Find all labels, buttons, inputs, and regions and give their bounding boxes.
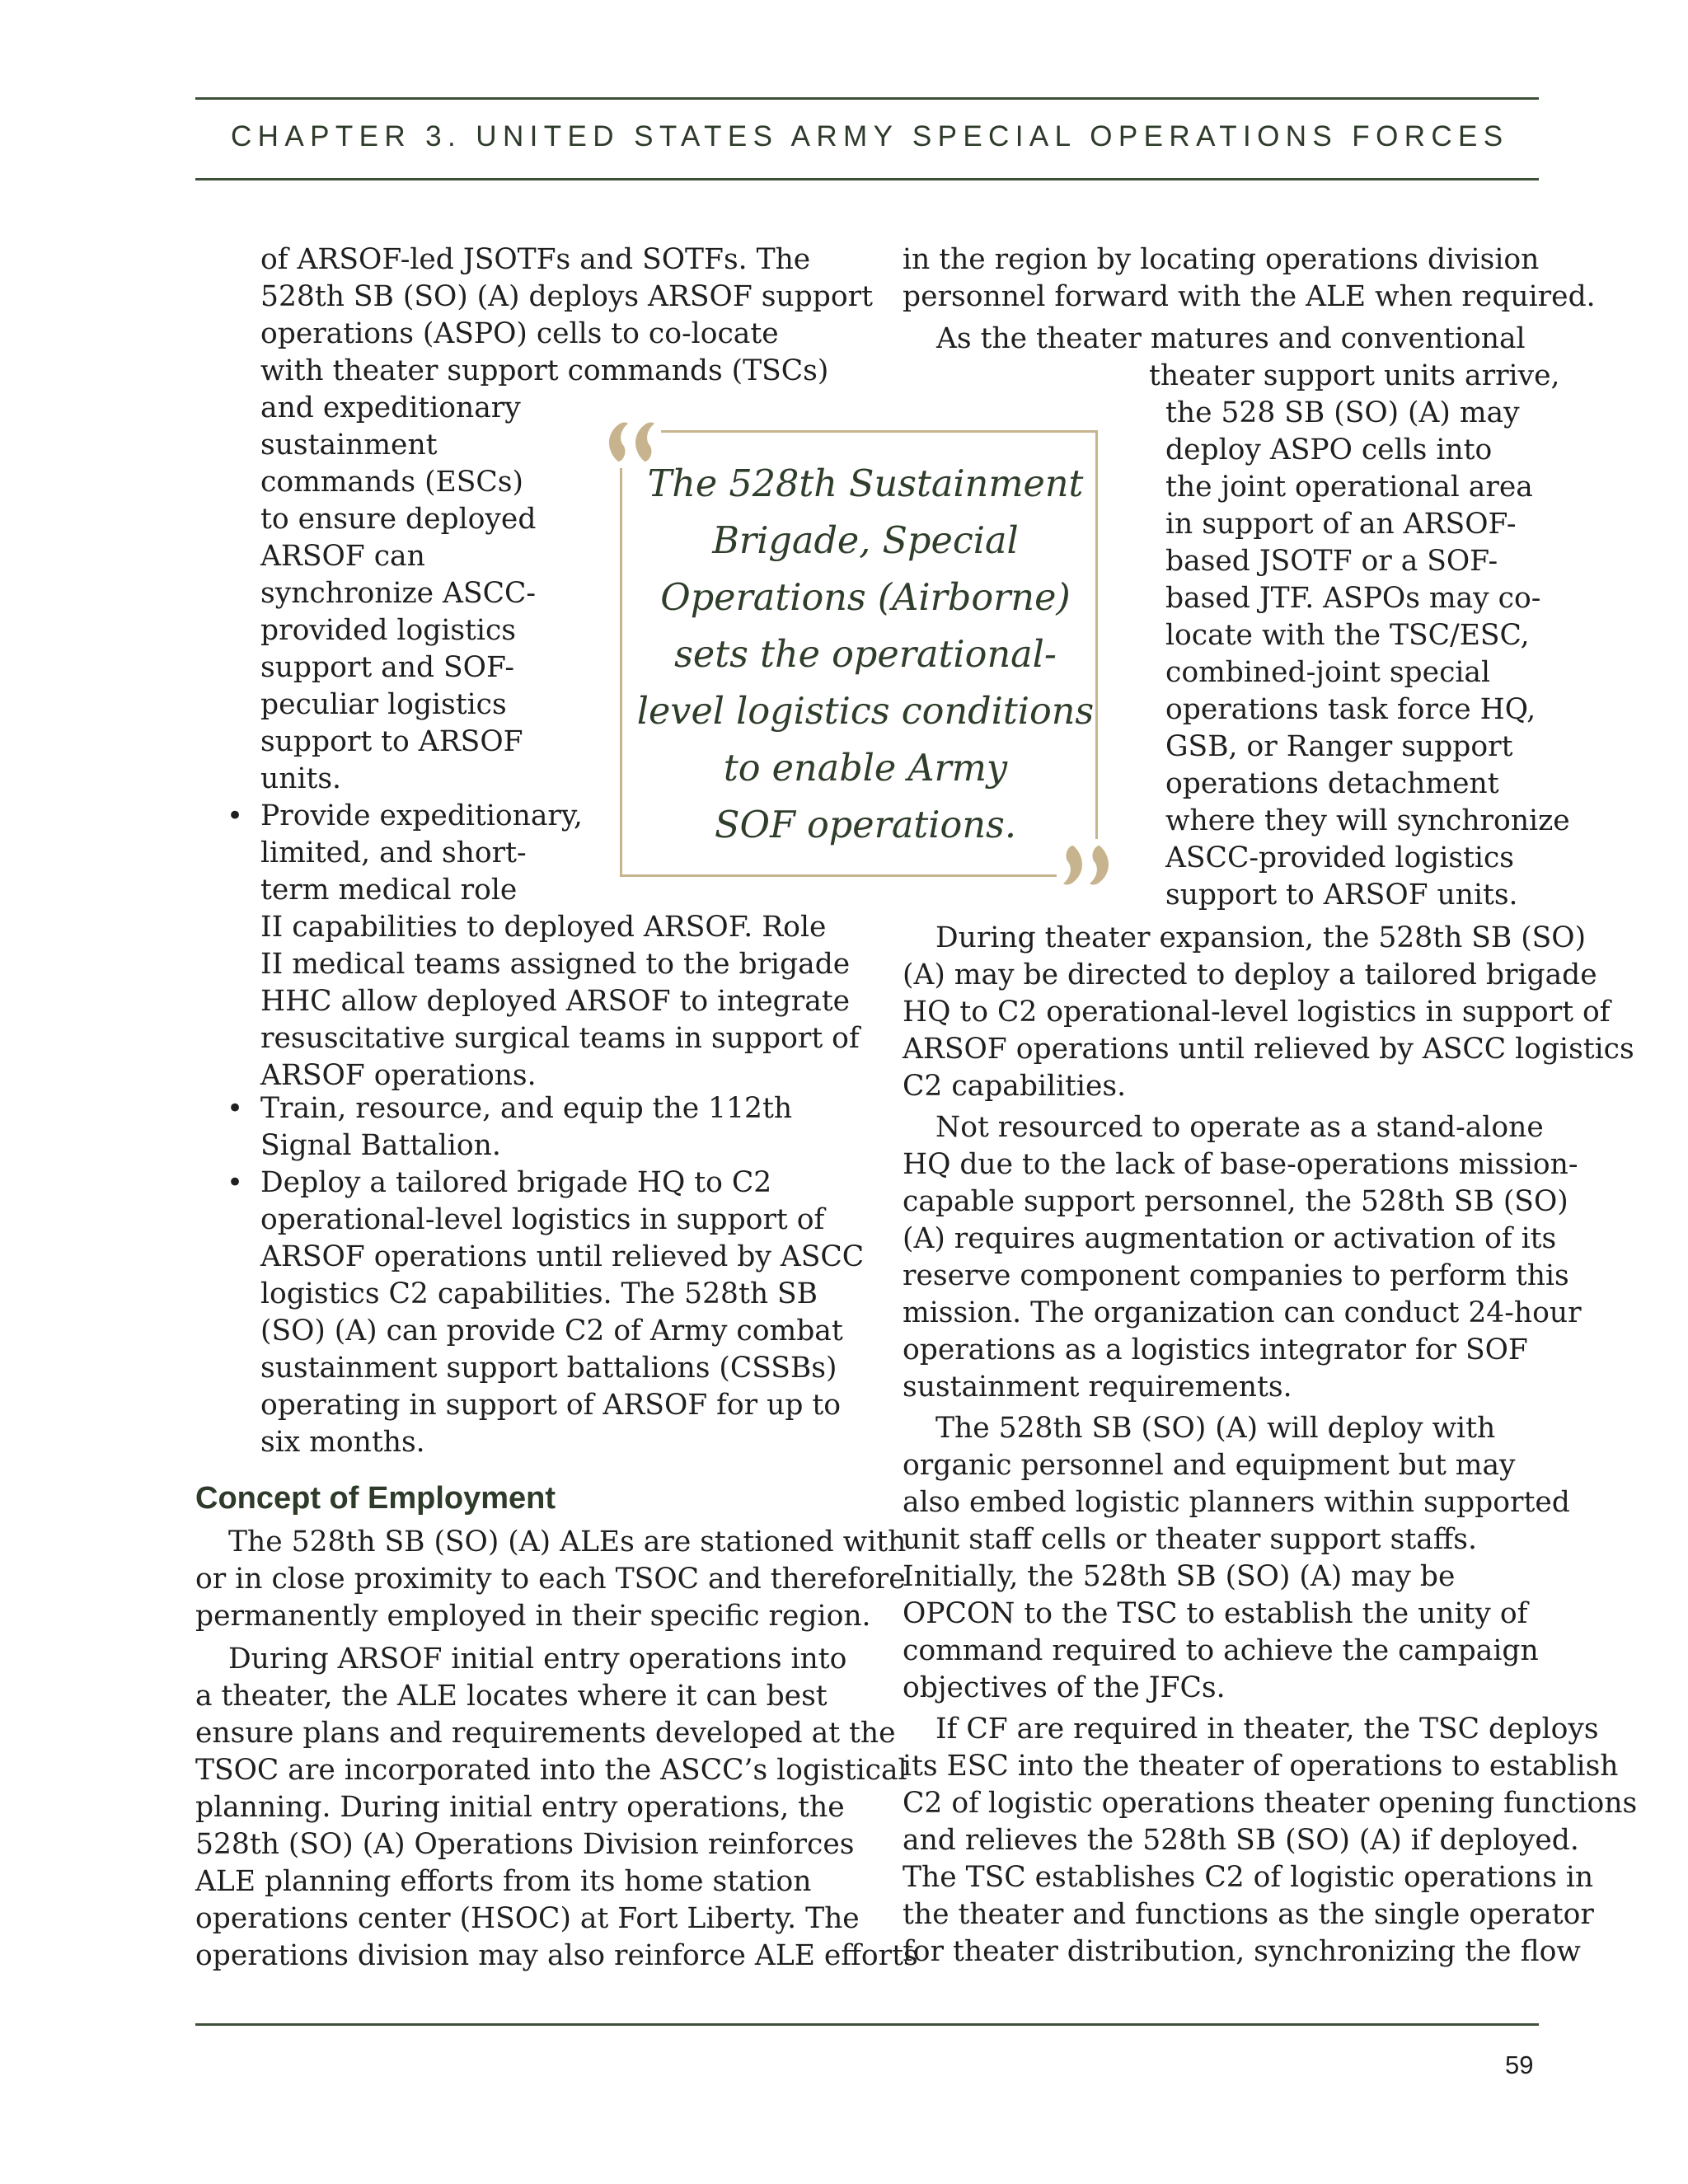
text-line: based JSOTF or a SOF-	[1165, 545, 1498, 578]
right-continuation-paragraph	[903, 241, 1596, 316]
text-line: ensure plans and requirements developed at the	[195, 1717, 896, 1750]
bullet-marker: •	[227, 799, 244, 832]
text-line: logistics C2 capabilities. The 528th SB	[260, 1277, 818, 1310]
text-line: permanently employed in their specific region.	[195, 1600, 871, 1633]
text-line: in support of an ARSOF-	[1165, 508, 1517, 541]
text-line: (A) may be directed to deploy a tailored brigade	[903, 958, 1597, 991]
text-line: sustainment requirements.	[903, 1371, 1292, 1404]
footer-rule	[195, 2023, 1539, 2026]
text-line: resuscitative surgical teams in support of	[260, 1022, 860, 1055]
text-line: commands (ESCs)	[260, 466, 523, 499]
text-line: During ARSOF initial entry operations into	[228, 1643, 847, 1675]
text-line: peculiar logistics	[260, 688, 507, 721]
header-top-rule	[195, 97, 1539, 100]
text-line: The 528th SB (SO) (A) will deploy with	[935, 1412, 1496, 1445]
text-line: its ESC into the theater of operations to establish	[903, 1750, 1619, 1783]
pull-quote-line: SOF operations.	[715, 804, 1016, 846]
text-line: C2 of logistic operations theater opening functions	[903, 1787, 1638, 1820]
text-line: During theater expansion, the 528th SB (SO)	[935, 921, 1587, 954]
text-line: support and SOF-	[260, 651, 514, 684]
text-line: objectives of the JFCs.	[903, 1671, 1226, 1704]
pull-quote-line: sets the operational-	[674, 634, 1057, 676]
text-line: for theater distribution, synchronizing the flow	[903, 1935, 1581, 1968]
text-line: Not resourced to operate as a stand-alone	[935, 1111, 1544, 1144]
text-line: II medical teams assigned to the brigade	[260, 948, 851, 981]
text-line: where they will synchronize	[1165, 804, 1570, 837]
text-line: Provide expeditionary,	[260, 799, 583, 832]
text-line: The 528th SB (SO) (A) ALEs are stationed with	[228, 1526, 907, 1558]
text-line: operational-level logistics in support of	[260, 1203, 825, 1236]
pull-quote-line: Operations (Airborne)	[660, 577, 1071, 619]
text-line: theater support units arrive,	[1149, 359, 1560, 392]
pull-quote-line: The 528th Sustainment	[647, 463, 1084, 505]
text-line: ARSOF operations until relieved by ASCC	[260, 1240, 865, 1273]
text-line: TSOC are incorporated into the ASCC’s logistical	[195, 1754, 907, 1787]
text-line: C2 capabilities.	[903, 1070, 1127, 1103]
bullet-marker: •	[227, 1092, 244, 1125]
text-line: a theater, the ALE locates where it can best	[195, 1680, 828, 1713]
text-line: sustainment support battalions (CSSBs)	[260, 1352, 837, 1385]
text-line: reserve component companies to perform this	[903, 1259, 1569, 1292]
text-line: 528th (SO) (A) Operations Division reinforces	[195, 1828, 855, 1861]
text-line: OPCON to the TSC to establish the unity of	[903, 1597, 1528, 1630]
text-line: ARSOF can	[260, 540, 425, 573]
text-line: operations (ASPO) cells to co-locate	[260, 317, 779, 350]
text-line: to ensure deployed	[260, 503, 537, 536]
text-line: deploy ASPO cells into	[1165, 434, 1493, 466]
text-line: mission. The organization can conduct 24-hour	[903, 1296, 1582, 1329]
text-line: GSB, or Ranger support	[1165, 730, 1513, 763]
text-line: organic personnel and equipment but may	[903, 1449, 1516, 1482]
text-line: locate with the TSC/ESC,	[1165, 619, 1530, 652]
text-line: 528th SB (SO) (A) deploys ARSOF support	[260, 280, 873, 313]
theater-matures-paragraph	[936, 321, 1570, 914]
section-heading: Concept of Employment	[195, 1481, 556, 1516]
text-line: operations as a logistics integrator for SOF	[903, 1333, 1528, 1366]
text-line: command required to achieve the campaign	[903, 1634, 1539, 1667]
text-line: ARSOF operations until relieved by ASCC logistics	[903, 1033, 1634, 1066]
text-line: also embed logistic planners within supported	[903, 1486, 1570, 1519]
text-line: operating in support of ARSOF for up to	[260, 1389, 842, 1422]
text-line: the theater and functions as the single operator	[903, 1898, 1594, 1931]
text-line: limited, and short-	[260, 837, 527, 869]
text-line: and relieves the 528th SB (SO) (A) if deployed.	[903, 1824, 1579, 1857]
pull-quote-line: to enable Army	[723, 748, 1008, 790]
text-line: ARSOF operations.	[260, 1059, 537, 1092]
text-line: The TSC establishes C2 of logistic operations in	[903, 1861, 1594, 1894]
text-line: (A) requires augmentation or activation of its	[903, 1222, 1557, 1255]
text-line: sustainment	[260, 429, 438, 462]
text-line: units.	[260, 762, 342, 795]
text-line: of ARSOF-led JSOTFs and SOTFs. The	[260, 243, 811, 276]
text-line: and expeditionary	[260, 391, 521, 424]
text-line: provided logistics	[260, 614, 516, 647]
not-resourced-paragraph	[903, 1109, 1582, 1406]
text-line: If CF are required in theater, the TSC deploys	[935, 1713, 1599, 1746]
pull-quote-line: Brigade, Special	[712, 520, 1019, 562]
text-line: Signal Battalion.	[260, 1129, 501, 1162]
theater-expansion-paragraph	[903, 920, 1634, 1105]
text-line: support to ARSOF units.	[1165, 879, 1518, 912]
text-line: or in close proximity to each TSOC and therefore	[195, 1563, 906, 1596]
page-number: 59	[1505, 2050, 1534, 2079]
text-line: Train, resource, and equip the 112th	[260, 1092, 793, 1125]
text-line: operations task force HQ,	[1165, 693, 1536, 726]
concept-paragraph-2	[195, 1641, 918, 1975]
text-line: HHC allow deployed ARSOF to integrate	[260, 985, 851, 1018]
text-line: with theater support commands (TSCs)	[260, 354, 829, 387]
text-line: in the region by locating operations division	[903, 243, 1540, 276]
concept-paragraph-1	[195, 1524, 906, 1635]
bullet-signal-battalion	[260, 1090, 792, 1165]
text-line: operations center (HSOC) at Fort Liberty. The	[195, 1902, 860, 1935]
text-line: support to ARSOF	[260, 725, 523, 758]
text-line: ASCC-provided logistics	[1165, 841, 1514, 874]
text-line: II capabilities to deployed ARSOF. Role	[260, 911, 827, 944]
text-line: HQ to C2 operational-level logistics in support of	[903, 996, 1611, 1029]
text-line: capable support personnel, the 528th SB (SO)	[903, 1185, 1568, 1218]
text-line: synchronize ASCC-	[260, 577, 537, 610]
pull-quote-line: level logistics conditions	[636, 691, 1095, 733]
text-line: Deploy a tailored brigade HQ to C2	[260, 1166, 772, 1199]
deploy-with-paragraph	[903, 1410, 1570, 1707]
running-header: CHAPTER 3. UNITED STATES ARMY SPECIAL OPERATIONS FORCES	[231, 120, 1509, 152]
text-line: (SO) (A) can provide C2 of Army combat	[260, 1315, 843, 1347]
text-line: planning. During initial entry operations, the	[195, 1791, 845, 1824]
if-cf-required-paragraph	[903, 1711, 1637, 1971]
text-line: operations detachment	[1165, 767, 1499, 800]
header-bottom-rule	[195, 178, 1539, 180]
text-line: combined-joint special	[1165, 656, 1491, 689]
text-line: operations division may also reinforce ALE efforts	[195, 1939, 918, 1972]
text-line: six months.	[260, 1426, 425, 1459]
text-line: personnel forward with the ALE when required.	[903, 280, 1596, 313]
text-line: the joint operational area	[1165, 471, 1533, 504]
text-line: term medical role	[260, 874, 518, 907]
text-line: HQ due to the lack of base-operations mission-	[903, 1148, 1578, 1181]
bullet-marker: •	[227, 1166, 244, 1199]
text-line: the 528 SB (SO) (A) may	[1165, 396, 1520, 429]
bullet-tailored-hq	[260, 1165, 864, 1461]
text-line: ALE planning efforts from its home station	[195, 1865, 812, 1898]
text-line: unit staff cells or theater support staffs.	[903, 1523, 1477, 1556]
text-line: Initially, the 528th SB (SO) (A) may be	[903, 1560, 1456, 1593]
text-line: As the theater matures and conventional	[936, 322, 1526, 355]
text-line: based JTF. ASPOs may co-	[1165, 582, 1541, 615]
